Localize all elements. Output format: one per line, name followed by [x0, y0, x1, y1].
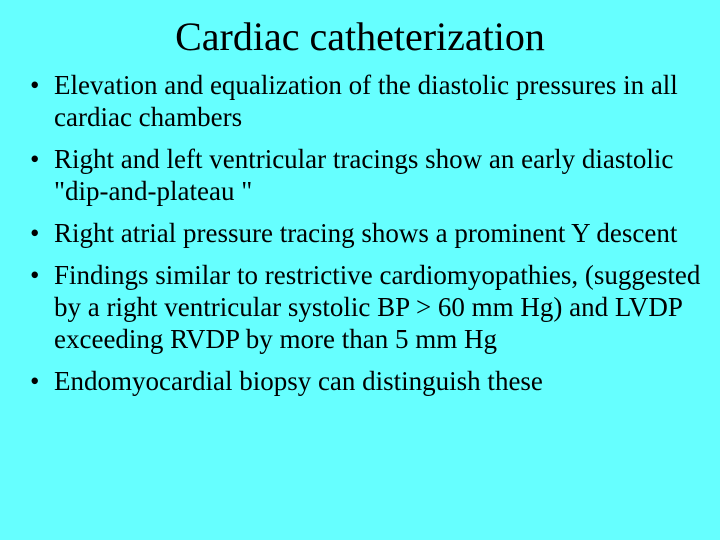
bullet-icon: •: [30, 70, 40, 100]
bullet-icon: •: [30, 366, 40, 396]
bullet-text: Endomyocardial biopsy can distinguish these: [54, 366, 543, 396]
bullet-icon: •: [30, 218, 40, 248]
bullet-text: Findings similar to restrictive cardiomyopathies, (suggested by a right ventricular systolic BP > 60 mm Hg) and LVDP exceeding RVDP by more than 5 mm Hg: [54, 260, 701, 354]
bullet-text: Right and left ventricular tracings show an early diastolic "dip-and-plateau ": [54, 144, 674, 206]
bullet-text: Right atrial pressure tracing shows a prominent Y descent: [54, 218, 678, 248]
bullet-item-2: [30, 143, 710, 207]
bullet-icon: •: [30, 260, 40, 290]
bullet-item-1: [30, 69, 710, 133]
bullet-item-5: [30, 365, 710, 397]
slide-title: Cardiac catheterization: [175, 14, 545, 59]
bullet-icon: •: [30, 144, 40, 174]
bullet-item-3: [30, 217, 710, 249]
bullet-text: Elevation and equalization of the diastolic pressures in all cardiac chambers: [54, 70, 678, 132]
bullet-list: [30, 69, 710, 407]
bullet-item-4: [30, 259, 710, 355]
